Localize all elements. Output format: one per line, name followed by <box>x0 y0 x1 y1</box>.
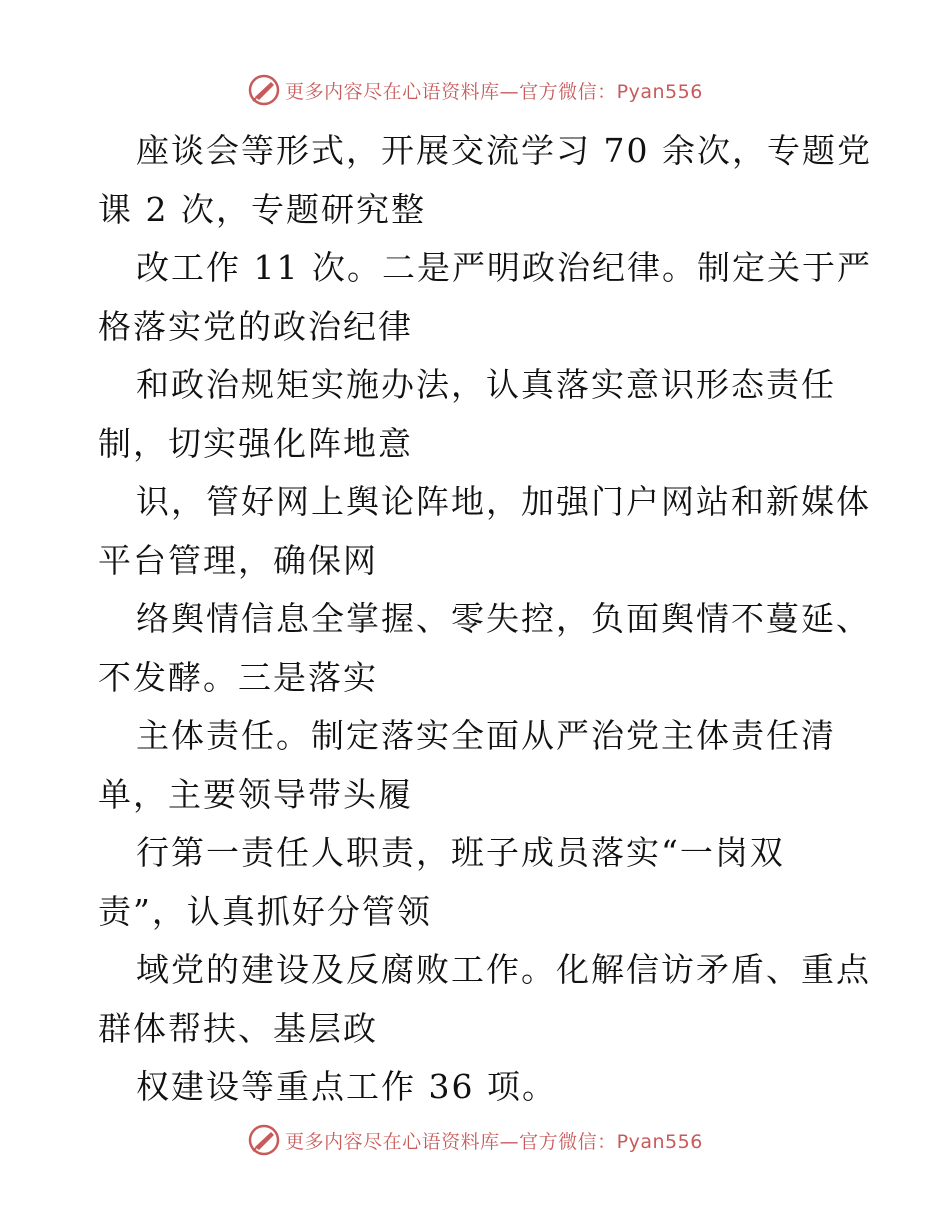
text-line: 平台管理，确保网 <box>98 540 378 580</box>
footer-banner-text: 更多内容尽在心语资料库—官方微信：Pyan556 <box>285 1130 703 1153</box>
text-line: 单，主要领导带头履 <box>98 774 413 814</box>
pen-seal-icon <box>247 1123 281 1157</box>
header-banner-text: 更多内容尽在心语资料库—官方微信：Pyan556 <box>285 80 703 103</box>
text-line: 课 2 次，专题研究整 <box>98 189 426 229</box>
text-line: 域党的建设及反腐败工作。化解信访矛盾、重点 <box>136 950 871 989</box>
text-line: 制，切实强化阵地意 <box>98 423 413 463</box>
text-line: 主体责任。制定落实全面从严治党主体责任清 <box>136 716 836 755</box>
text-line: 权建设等重点工作 36 项。 <box>136 1067 557 1106</box>
text-line: 行第一责任人职责，班子成员落实“一岗双 <box>136 833 785 872</box>
header-banner <box>0 70 950 110</box>
text-line: 群体帮扶、基层政 <box>98 1008 378 1048</box>
document-body <box>98 122 872 1117</box>
text-line: 络舆情信息全掌握、零失控，负面舆情不蔓延、 <box>136 599 871 638</box>
text-line: 识，管好网上舆论阵地，加强门户网站和新媒体 <box>136 482 871 521</box>
text-line: 责”，认真抓好分管领 <box>98 891 432 931</box>
pen-seal-icon <box>247 73 281 107</box>
text-line: 座谈会等形式，开展交流学习 70 余次，专题党 <box>136 131 872 170</box>
text-line: 不发酵。三是落实 <box>98 657 378 697</box>
text-line: 格落实党的政治纪律 <box>98 306 413 346</box>
text-line: 和政治规矩实施办法，认真落实意识形态责任 <box>136 365 836 404</box>
text-line: 改工作 11 次。二是严明政治纪律。制定关于严 <box>136 248 872 287</box>
footer-banner <box>0 1120 950 1160</box>
